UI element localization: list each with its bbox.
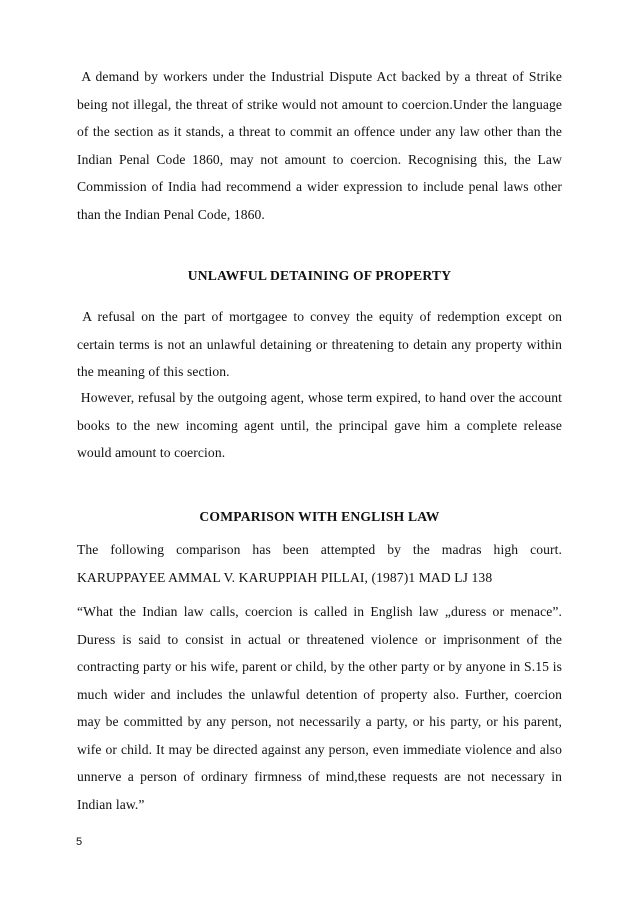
paragraph-comparison-intro: The following comparison has been attempted by the madras high court. KARUPPAYEE AMMAL V. KARUPPIAH PILLAI, (1987)1 MAD LJ 138 — [77, 542, 562, 585]
paragraph-mortgagee-refusal-text: A refusal on the part of mortgagee to convey the equity of redemption except on certain terms is not an unlawful detaining or threatening to detain any property within the meaning of this section. — [77, 309, 562, 379]
paragraph-mortgagee-refusal — [77, 303, 562, 386]
heading-comparison-english-law: COMPARISON WITH ENGLISH LAW — [199, 509, 440, 524]
paragraph-industrial-dispute — [77, 63, 562, 228]
paragraph-industrial-dispute-text: A demand by workers under the Industrial Dispute Act backed by a threat of Strike being not illegal, the threat of strike would not amount to coercion.Under the language of the section as it stands, a threat to commit an offence under any law other than the Indian Penal Code 1860, may not amount to coercion. Recognising this, the Law Commission of India had recommend a wider expression to include penal laws other than the Indian Penal Code, 1860. — [77, 69, 562, 222]
heading-unlawful-detaining: UNLAWFUL DETAINING OF PROPERTY — [187, 268, 452, 283]
paragraph-outgoing-agent — [77, 384, 562, 467]
paragraph-outgoing-agent-text: However, refusal by the outgoing agent, whose term expired, to hand over the account books to the new incoming agent until, the principal gave him a complete release would amount to coercion. — [77, 390, 562, 460]
page-number: 5 — [76, 836, 83, 848]
paragraph-quoted-comparison: “What the Indian law calls, coercion is called in English law „duress or menace”. Duress is said to consist in actual or threatened violence or imprisonment of the contracting party or his wife, parent or child, by the other party or by anyone in S.15 is much wider and includes the unlawful detention of property also. Further, coercion may be committed by any person, not necessarily a party, or his party, or his parent, wife or child. It may be directed against any person, even immediate violence and also unnerve a person of ordinary firmness of mind,these requests are not necessary in Indian law.” — [77, 604, 562, 812]
